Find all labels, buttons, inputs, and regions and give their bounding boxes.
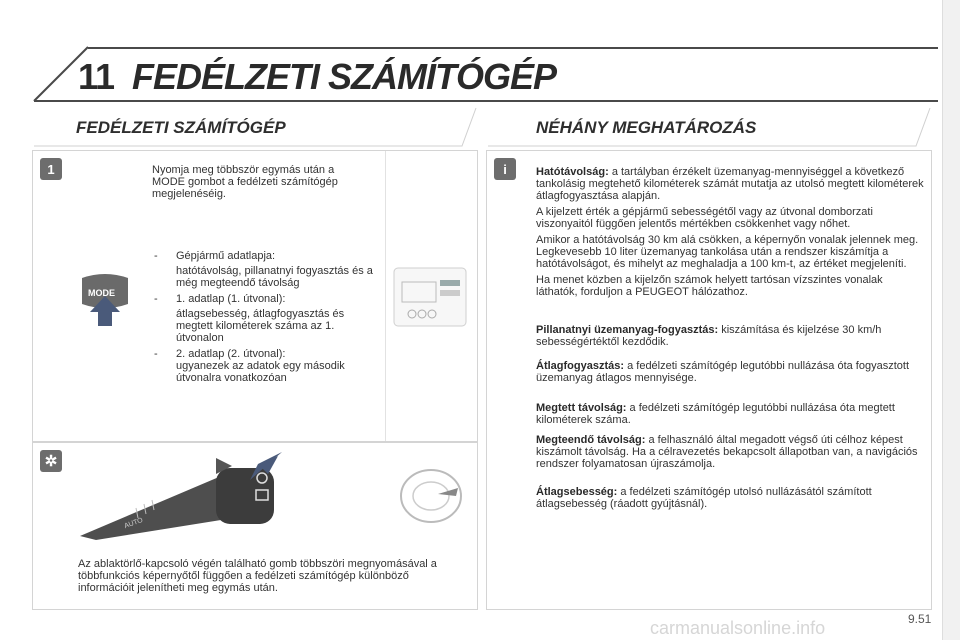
- left-section-title: FEDÉLZETI SZÁMÍTÓGÉP: [76, 118, 286, 137]
- header-line-top: [88, 47, 938, 49]
- display-list: [152, 250, 382, 388]
- auto-label: AUTO: [123, 516, 144, 531]
- instant-consumption-definition: Pillanatnyi üzemanyag-fogyasztás: kiszámítása és kijelzése 30 km/h sebességértéktől kezdődik.: [536, 324, 882, 348]
- pointer-arrow: [248, 450, 284, 484]
- average-speed-definition: Átlagsebesség: a fedélzeti számítógép utolsó nullázásától számított átlagsebesség (ráadott gyújtásnál).: [536, 486, 872, 510]
- mode-button[interactable]: MODE: [88, 288, 115, 298]
- mode-button-illustration: [78, 268, 132, 330]
- distance-remaining-definition: Megteendő távolság: a felhasználó által megadott végső úti célhoz képest kiszámolt távolság. Ha a célravezetés bekapcsolt állapotban van, a navigációs rendszer folyamatosan újraszámolja.: [536, 434, 918, 470]
- steering-wheel-icon: [398, 466, 464, 526]
- panel-divider: [385, 151, 386, 441]
- list-item: - 2. adatlap (2. útvonal): ugyanezek az adatok egy második útvonalra vonatkozóan: [154, 348, 345, 384]
- step1-text: Nyomja meg többször egymás után a MODE gombot a fedélzeti számítógép megjelenéséig.: [152, 164, 338, 200]
- list-item: - Gépjármű adatlapja: hatótávolság, pillanatnyi fogyasztás és a még megteendő távolság: [154, 250, 373, 289]
- stalk-text: Az ablaktörlő-kapcsoló végén található gomb többszöri megnyomásával a többfunkciós képernyőtől függően a fedélzeti számítógép különböző információit jelenítheti meg egymás után.: [78, 558, 437, 594]
- list-item: - 1. adatlap (1. útvonal): átlagsebesség, átlagfogyasztás és megtett kilométerek száma az 1. útvonalon: [154, 293, 345, 344]
- range-definition: Hatótávolság: a tartályban érzékelt üzemanyag-mennyiséggel a következő tankolásig megtehető kilométerek számát mutatja az utolsó megtett kilométerek átlagfogyasztása alapján. A kijelzett érték a gépjármű sebességétől vagy az útvonal domborzati viszonyaitól függően jelentős mértékben csökkenhet vagy nőhet. Amikor a hatótávolság 30 km alá csökken, a képernyőn vonalak jelennek meg. Legkevesebb 10 liter üzemanyag tankolása után a rendszer kiszámítja a hatótávolságot, és mihelyt az meghaladja a 100 km-t, az értéket megjeleníti. Ha menet közben a kijelzőn számok helyett tartósan vízszintes vonalak láthatók, forduljon a PEUGEOT hálózathoz.: [536, 166, 924, 298]
- watermark: carmanualsonline.info: [650, 618, 826, 638]
- distance-travelled-definition: Megtett távolság: a fedélzeti számítógép legutóbbi nullázása óta megtett kilométerek száma.: [536, 402, 895, 426]
- info-icon: i: [494, 158, 516, 180]
- step-badge: 1: [40, 158, 62, 180]
- chapter-title: FEDÉLZETI SZÁMÍTÓGÉP: [132, 56, 557, 97]
- right-section-title: NÉHÁNY MEGHATÁROZÁS: [536, 118, 757, 137]
- average-consumption-definition: Átlagfogyasztás: a fedélzeti számítógép legutóbbi nullázása óta fogyasztott üzemanyag átlagos mennyisége.: [536, 360, 909, 384]
- header-line-bottom: [34, 100, 938, 102]
- page-side-rail: [942, 0, 960, 640]
- dashboard-thumbnail: [392, 266, 468, 328]
- page-number: 9.51: [908, 612, 932, 626]
- chapter-number: 11: [78, 56, 115, 97]
- wiper-light-icon: ✲: [40, 450, 62, 472]
